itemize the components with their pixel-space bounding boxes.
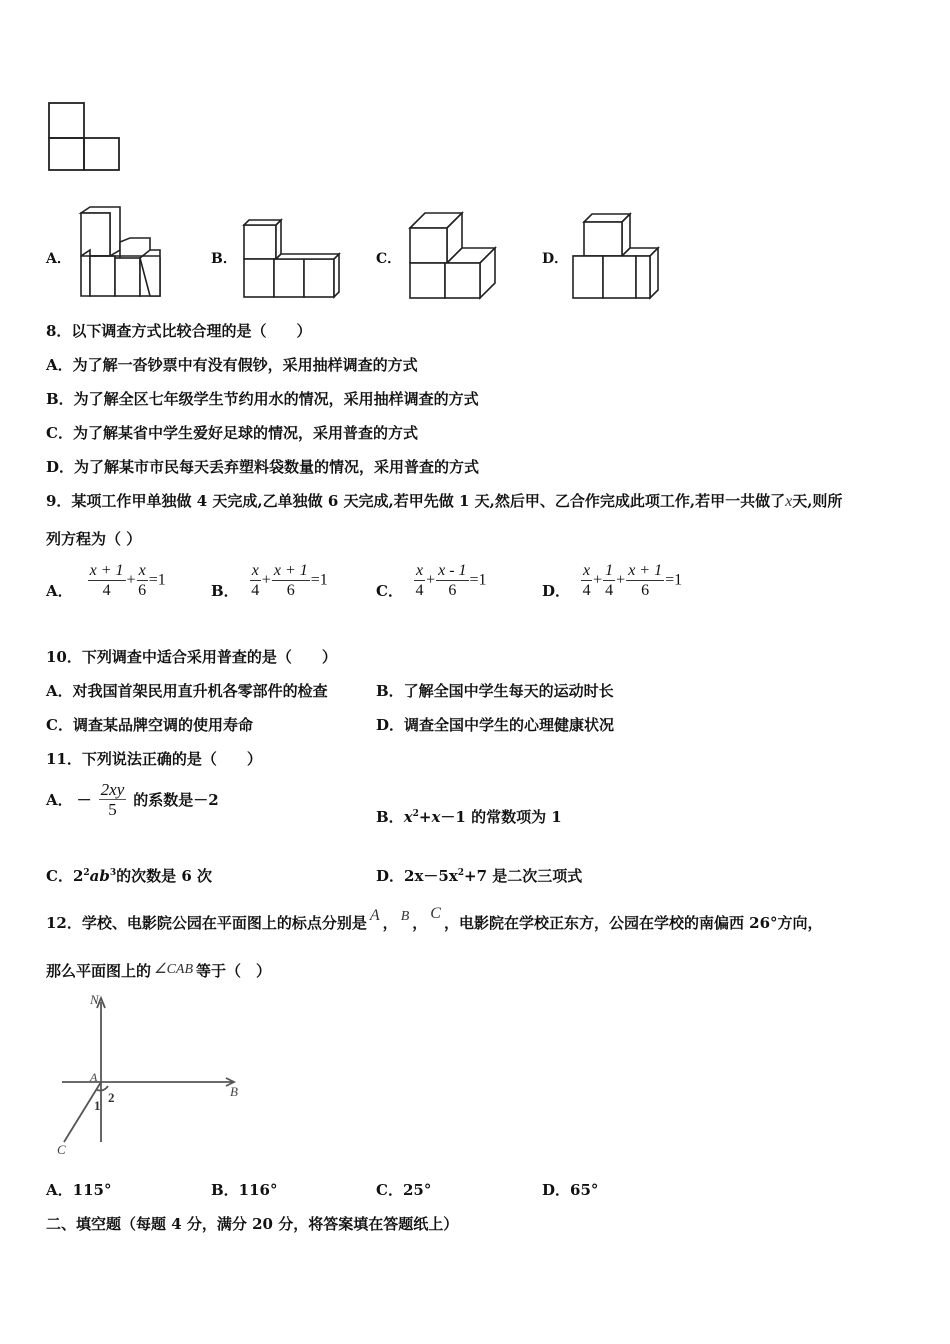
q9-option-b[interactable]: B． $\frac{x}{4}$ + $\frac{x + 1}{6}$ =1 xyxy=(211,562,328,600)
label-n: N xyxy=(90,992,99,1007)
q9-option-d[interactable]: D． $\frac{x}{4}$ + $\frac{1}{4}$ + $\frac{x + 1}{6}$ =1 xyxy=(542,562,683,600)
q11-stem: 11．下列说法正确的是（ ） xyxy=(46,750,262,768)
angle-1-label: 1 xyxy=(94,1098,101,1113)
label-b: B xyxy=(230,1084,238,1099)
q12-direction-figure xyxy=(54,992,254,1162)
q12-option-d[interactable]: D．65° xyxy=(542,1181,599,1199)
label-a: A xyxy=(90,1070,98,1084)
section-2-heading: 二、填空题（每题 4 分，满分 20 分，将答案填在答题纸上） xyxy=(46,1215,459,1233)
q11-option-d[interactable]: D．$2x-5x^2+7$ 是二次三项式 xyxy=(376,867,583,885)
q7-option-c-label[interactable]: C． xyxy=(376,251,402,267)
top-view-figure xyxy=(46,100,126,175)
q7-option-d-figure xyxy=(570,210,670,305)
q7-option-d-label[interactable]: D． xyxy=(542,251,569,267)
q11-option-b[interactable]: B．$x^2+x-1$ 的常数项为 1 xyxy=(376,808,562,826)
q9-stem: 9．某项工作甲单独做 4 天完成,乙单独做 6 天完成,若甲先做 1 天,然后甲、乙合作完成此项工作,若甲一共做了x天,则所 xyxy=(46,492,843,510)
q8-option-b[interactable]: B．为了解全区七年级学生节约用水的情况，采用抽样调查的方式 xyxy=(46,390,479,408)
q10-stem: 10．下列调查中适合采用普查的是（ ） xyxy=(46,648,337,666)
q7-option-b-label[interactable]: B． xyxy=(211,251,237,267)
q10-option-d[interactable]: D．调查全国中学生的心理健康状况 xyxy=(376,716,615,734)
q8-option-c[interactable]: C．为了解某省中学生爱好足球的情况，采用普查的方式 xyxy=(46,424,418,442)
q12-stem: 12．学校、电影院公园在平面图上的标点分别是 A ， B ，C，电影院在学校正东方，公园在学校的南偏西 26°方向， xyxy=(46,905,823,932)
q8-option-d[interactable]: D．为了解某市市民每天丢弃塑料袋数量的情况，采用普查的方式 xyxy=(46,458,480,476)
q7-option-c-figure xyxy=(407,208,507,303)
q7-option-a-figure xyxy=(78,210,168,300)
q12-option-c[interactable]: C．25° xyxy=(376,1181,432,1199)
q9-stem-line2: 列方程为（ ） xyxy=(46,530,142,548)
q10-option-c[interactable]: C．调查某品牌空调的使用寿命 xyxy=(46,716,253,734)
angle-2-label: 2 xyxy=(108,1090,115,1105)
q8-option-a[interactable]: A．为了解一沓钞票中有没有假钞，采用抽样调查的方式 xyxy=(46,356,418,374)
q10-option-a[interactable]: A．对我国首架民用直升机各零部件的检查 xyxy=(46,682,328,700)
q11-option-c[interactable]: C．$2^2ab^3$的次数是 6 次 xyxy=(46,867,213,885)
q7-option-b-figure xyxy=(241,222,341,312)
label-c: C xyxy=(57,1142,66,1157)
q8-stem: 8．以下调查方式比较合理的是（ ） xyxy=(46,322,312,340)
q12-stem-line2: 那么平面图上的 ∠CAB 等于（ ） xyxy=(46,962,272,980)
q9-option-c[interactable]: C． $\frac{x}{4}$ + $\frac{x - 1}{6}$ =1 xyxy=(376,562,487,600)
q11-option-a[interactable]: A． － $\frac{2xy}{5}$ 的系数是－2 xyxy=(46,780,219,819)
q12-option-b[interactable]: B．116° xyxy=(211,1181,278,1199)
q12-option-a[interactable]: A．115° xyxy=(46,1181,112,1199)
q7-option-a-label[interactable]: A． xyxy=(46,251,71,267)
q9-option-a[interactable]: A． $\frac{x + 1}{4}$ + $\frac{x}{6}$ =1 xyxy=(46,562,166,600)
q10-option-b[interactable]: B．了解全国中学生每天的运动时长 xyxy=(376,682,614,700)
